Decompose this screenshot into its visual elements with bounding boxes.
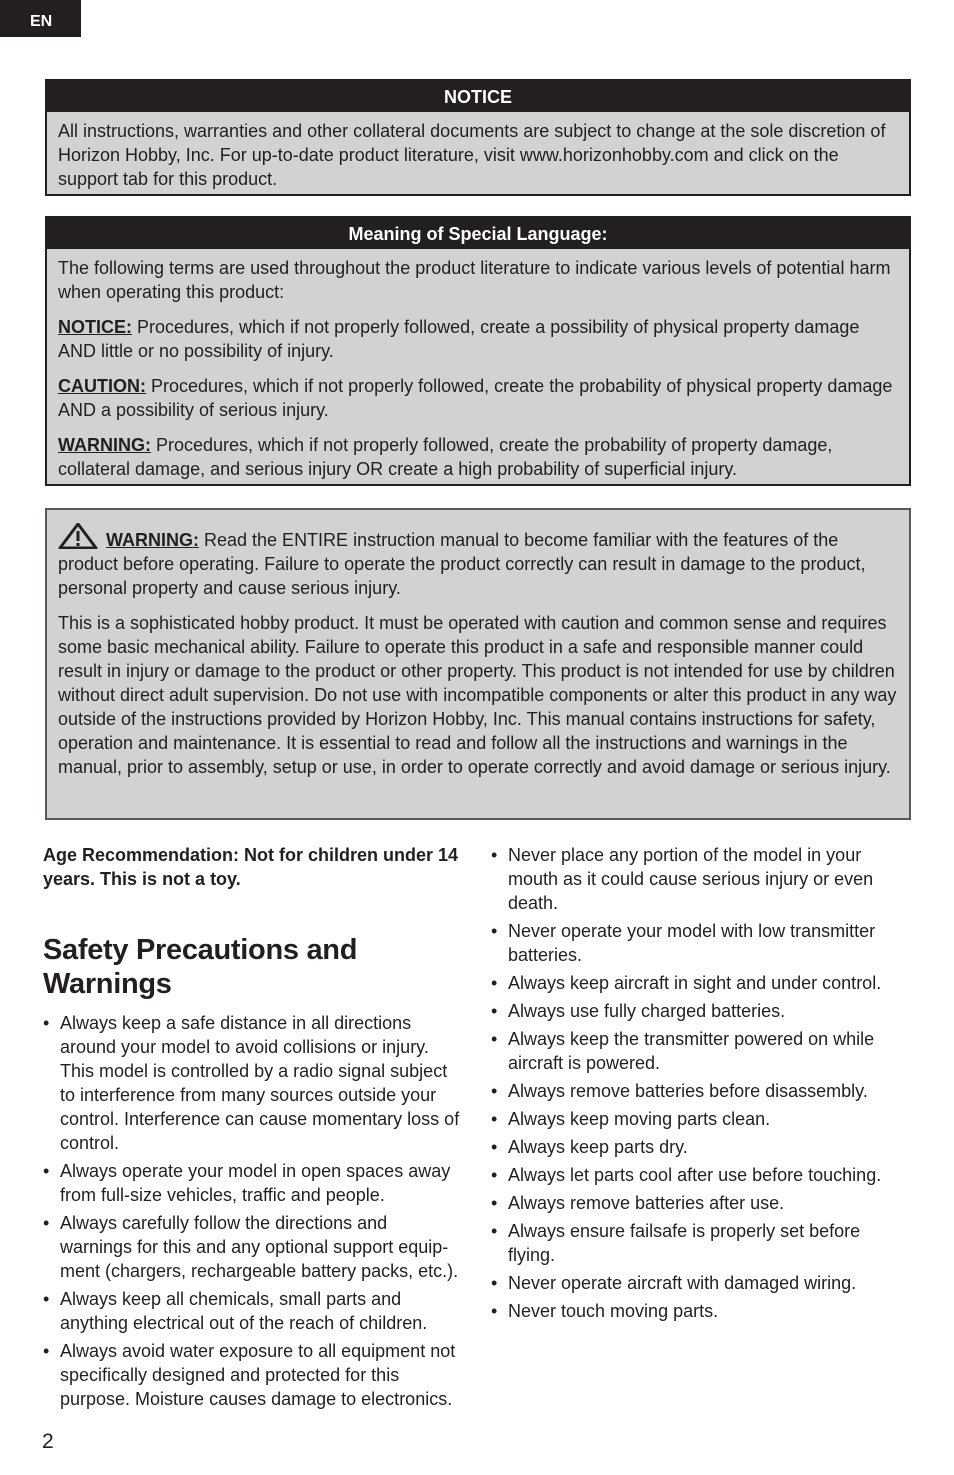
- list-item-text: Always carefully follow the directions and warnings for this and any optional support equip-ment (chargers, rechargeable battery packs, etc.).: [60, 1213, 459, 1281]
- bullet-dot: •: [43, 1213, 50, 1233]
- list-item-text: Always remove batteries before disassembly.: [508, 1081, 868, 1101]
- term-caution: [58, 374, 899, 422]
- bullet-dot: •: [491, 1165, 498, 1185]
- list-item-text: Always keep moving parts clean.: [508, 1109, 771, 1129]
- right-column: [491, 843, 911, 1327]
- safety-list-left: [43, 1011, 463, 1411]
- warning-triangle-icon: [58, 523, 98, 549]
- list-item: [491, 1135, 911, 1159]
- list-item: [491, 1079, 911, 1103]
- special-language-intro: The following terms are used throughout the product literature to indicate various levels of potential harm when operating this product:: [58, 258, 891, 302]
- list-item-text: Always let parts cool after use before touching.: [508, 1165, 882, 1185]
- list-item-text: Always operate your model in open spaces away from full-size vehicles, traffic and people.: [60, 1161, 451, 1205]
- list-item: [43, 1159, 463, 1207]
- age-recommendation: Age Recommendation: Not for children under 14 years. This is not a toy.: [43, 845, 459, 889]
- term-label: CAUTION:: [58, 376, 146, 396]
- section-title: Safety Precautions and Warnings: [43, 934, 358, 1000]
- list-item: [491, 1219, 911, 1267]
- special-language-header: Meaning of Special Language:: [47, 218, 909, 249]
- bullet-dot: •: [491, 1273, 498, 1293]
- safety-list-right: [491, 843, 911, 1323]
- bullet-dot: •: [491, 1029, 498, 1049]
- special-language-box: [45, 216, 911, 486]
- term-notice: [58, 315, 899, 363]
- term-label: NOTICE:: [58, 317, 132, 337]
- list-item: [491, 1027, 911, 1075]
- list-item-text: Always keep a safe distance in all directions around your model to avoid collisions or injury. This model is controlled by a radio signal subject to interference from many sources outside your control. Interference can cause momentary loss of control.: [60, 1013, 460, 1153]
- list-item-text: Always use fully charged batteries.: [508, 1001, 786, 1021]
- list-item: [491, 919, 911, 967]
- list-item-text: Always ensure failsafe is properly set before flying.: [508, 1221, 861, 1265]
- warning-text: Read the ENTIRE instruction manual to become familiar with the features of the product before operating. Failure to operate the product correctly can result in damage to the product, personal property and cause serious injury.: [58, 530, 866, 598]
- bullet-dot: •: [491, 1109, 498, 1129]
- warning-term: WARNING:: [106, 530, 199, 550]
- list-item-text: Never place any portion of the model in your mouth as it could cause serious injury or even death.: [508, 845, 874, 913]
- notice-text: All instructions, warranties and other collateral documents are subject to change at the sole discretion of Horizon Hobby, Inc. For up-to-date product literature, visit www.horizonhobby.com and click on the support tab for this product.: [58, 121, 886, 189]
- notice-header: NOTICE: [47, 81, 909, 112]
- term-definition: Procedures, which if not properly followed, create a possibility of physical property damage AND little or no possibility of injury.: [58, 317, 860, 361]
- bullet-dot: •: [491, 1301, 498, 1321]
- language-tab: EN: [0, 0, 81, 37]
- list-item-text: Never operate your model with low transmitter batteries.: [508, 921, 876, 965]
- bullet-dot: •: [491, 1221, 498, 1241]
- list-item-text: Always keep the transmitter powered on while aircraft is powered.: [508, 1029, 875, 1073]
- warning-paragraph-2: This is a sophisticated hobby product. It must be operated with caution and common sense and requires some basic mechanical ability. Failure to operate this product in a safe and responsible manner could result in injury or damage to the product or other property. This product is not intended for use by children without direct adult supervision. Do not use with incompatible components or alter this product in any way outside of the instructions provided by Horizon Hobby, Inc. This manual contains instructions for safety, operation and maintenance. It is essential to read and follow all the instructions and warnings in the manual, prior to assembly, setup or use, in order to operate correctly and avoid damage or serious injury.: [58, 613, 897, 777]
- bullet-dot: •: [491, 1137, 498, 1157]
- list-item: [43, 1011, 463, 1155]
- term-label: WARNING:: [58, 435, 151, 455]
- list-item: [43, 1287, 463, 1335]
- page-number: 2: [42, 1430, 54, 1453]
- warning-box: [45, 508, 911, 820]
- list-item-text: Always keep all chemicals, small parts and anything electrical out of the reach of children.: [60, 1289, 428, 1333]
- list-item-text: Always keep parts dry.: [508, 1137, 688, 1157]
- list-item: [43, 1339, 463, 1411]
- list-item: [491, 971, 911, 995]
- term-definition: Procedures, which if not properly followed, create the probability of property damage, collateral damage, and serious injury OR create a high probability of superficial injury.: [58, 435, 833, 479]
- list-item: [491, 843, 911, 915]
- list-item: [491, 1191, 911, 1215]
- list-item: [491, 999, 911, 1023]
- list-item: [491, 1271, 911, 1295]
- bullet-dot: •: [491, 1193, 498, 1213]
- warning-paragraph-1: [58, 523, 899, 600]
- list-item-text: Always remove batteries after use.: [508, 1193, 785, 1213]
- list-item: [491, 1299, 911, 1323]
- list-item-text: Always avoid water exposure to all equipment not specifically designed and protected for this purpose. Moisture causes damage to electronics.: [60, 1341, 456, 1409]
- term-warning: [58, 433, 899, 481]
- term-definition: Procedures, which if not properly followed, create the probability of physical property damage AND a possibility of serious injury.: [58, 376, 893, 420]
- left-column: [43, 843, 463, 1415]
- list-item: [43, 1211, 463, 1283]
- notice-box: [45, 79, 911, 196]
- list-item: [491, 1163, 911, 1187]
- bullet-dot: •: [491, 921, 498, 941]
- list-item-text: Never operate aircraft with damaged wiring.: [508, 1273, 857, 1293]
- bullet-dot: •: [43, 1013, 50, 1033]
- list-item-text: Never touch moving parts.: [508, 1301, 719, 1321]
- bullet-dot: •: [43, 1289, 50, 1309]
- bullet-dot: •: [491, 1001, 498, 1021]
- list-item-text: Always keep aircraft in sight and under control.: [508, 973, 882, 993]
- bullet-dot: •: [491, 845, 498, 865]
- list-item: [491, 1107, 911, 1131]
- bullet-dot: •: [491, 973, 498, 993]
- bullet-dot: •: [491, 1081, 498, 1101]
- bullet-dot: •: [43, 1161, 50, 1181]
- bullet-dot: •: [43, 1341, 50, 1361]
